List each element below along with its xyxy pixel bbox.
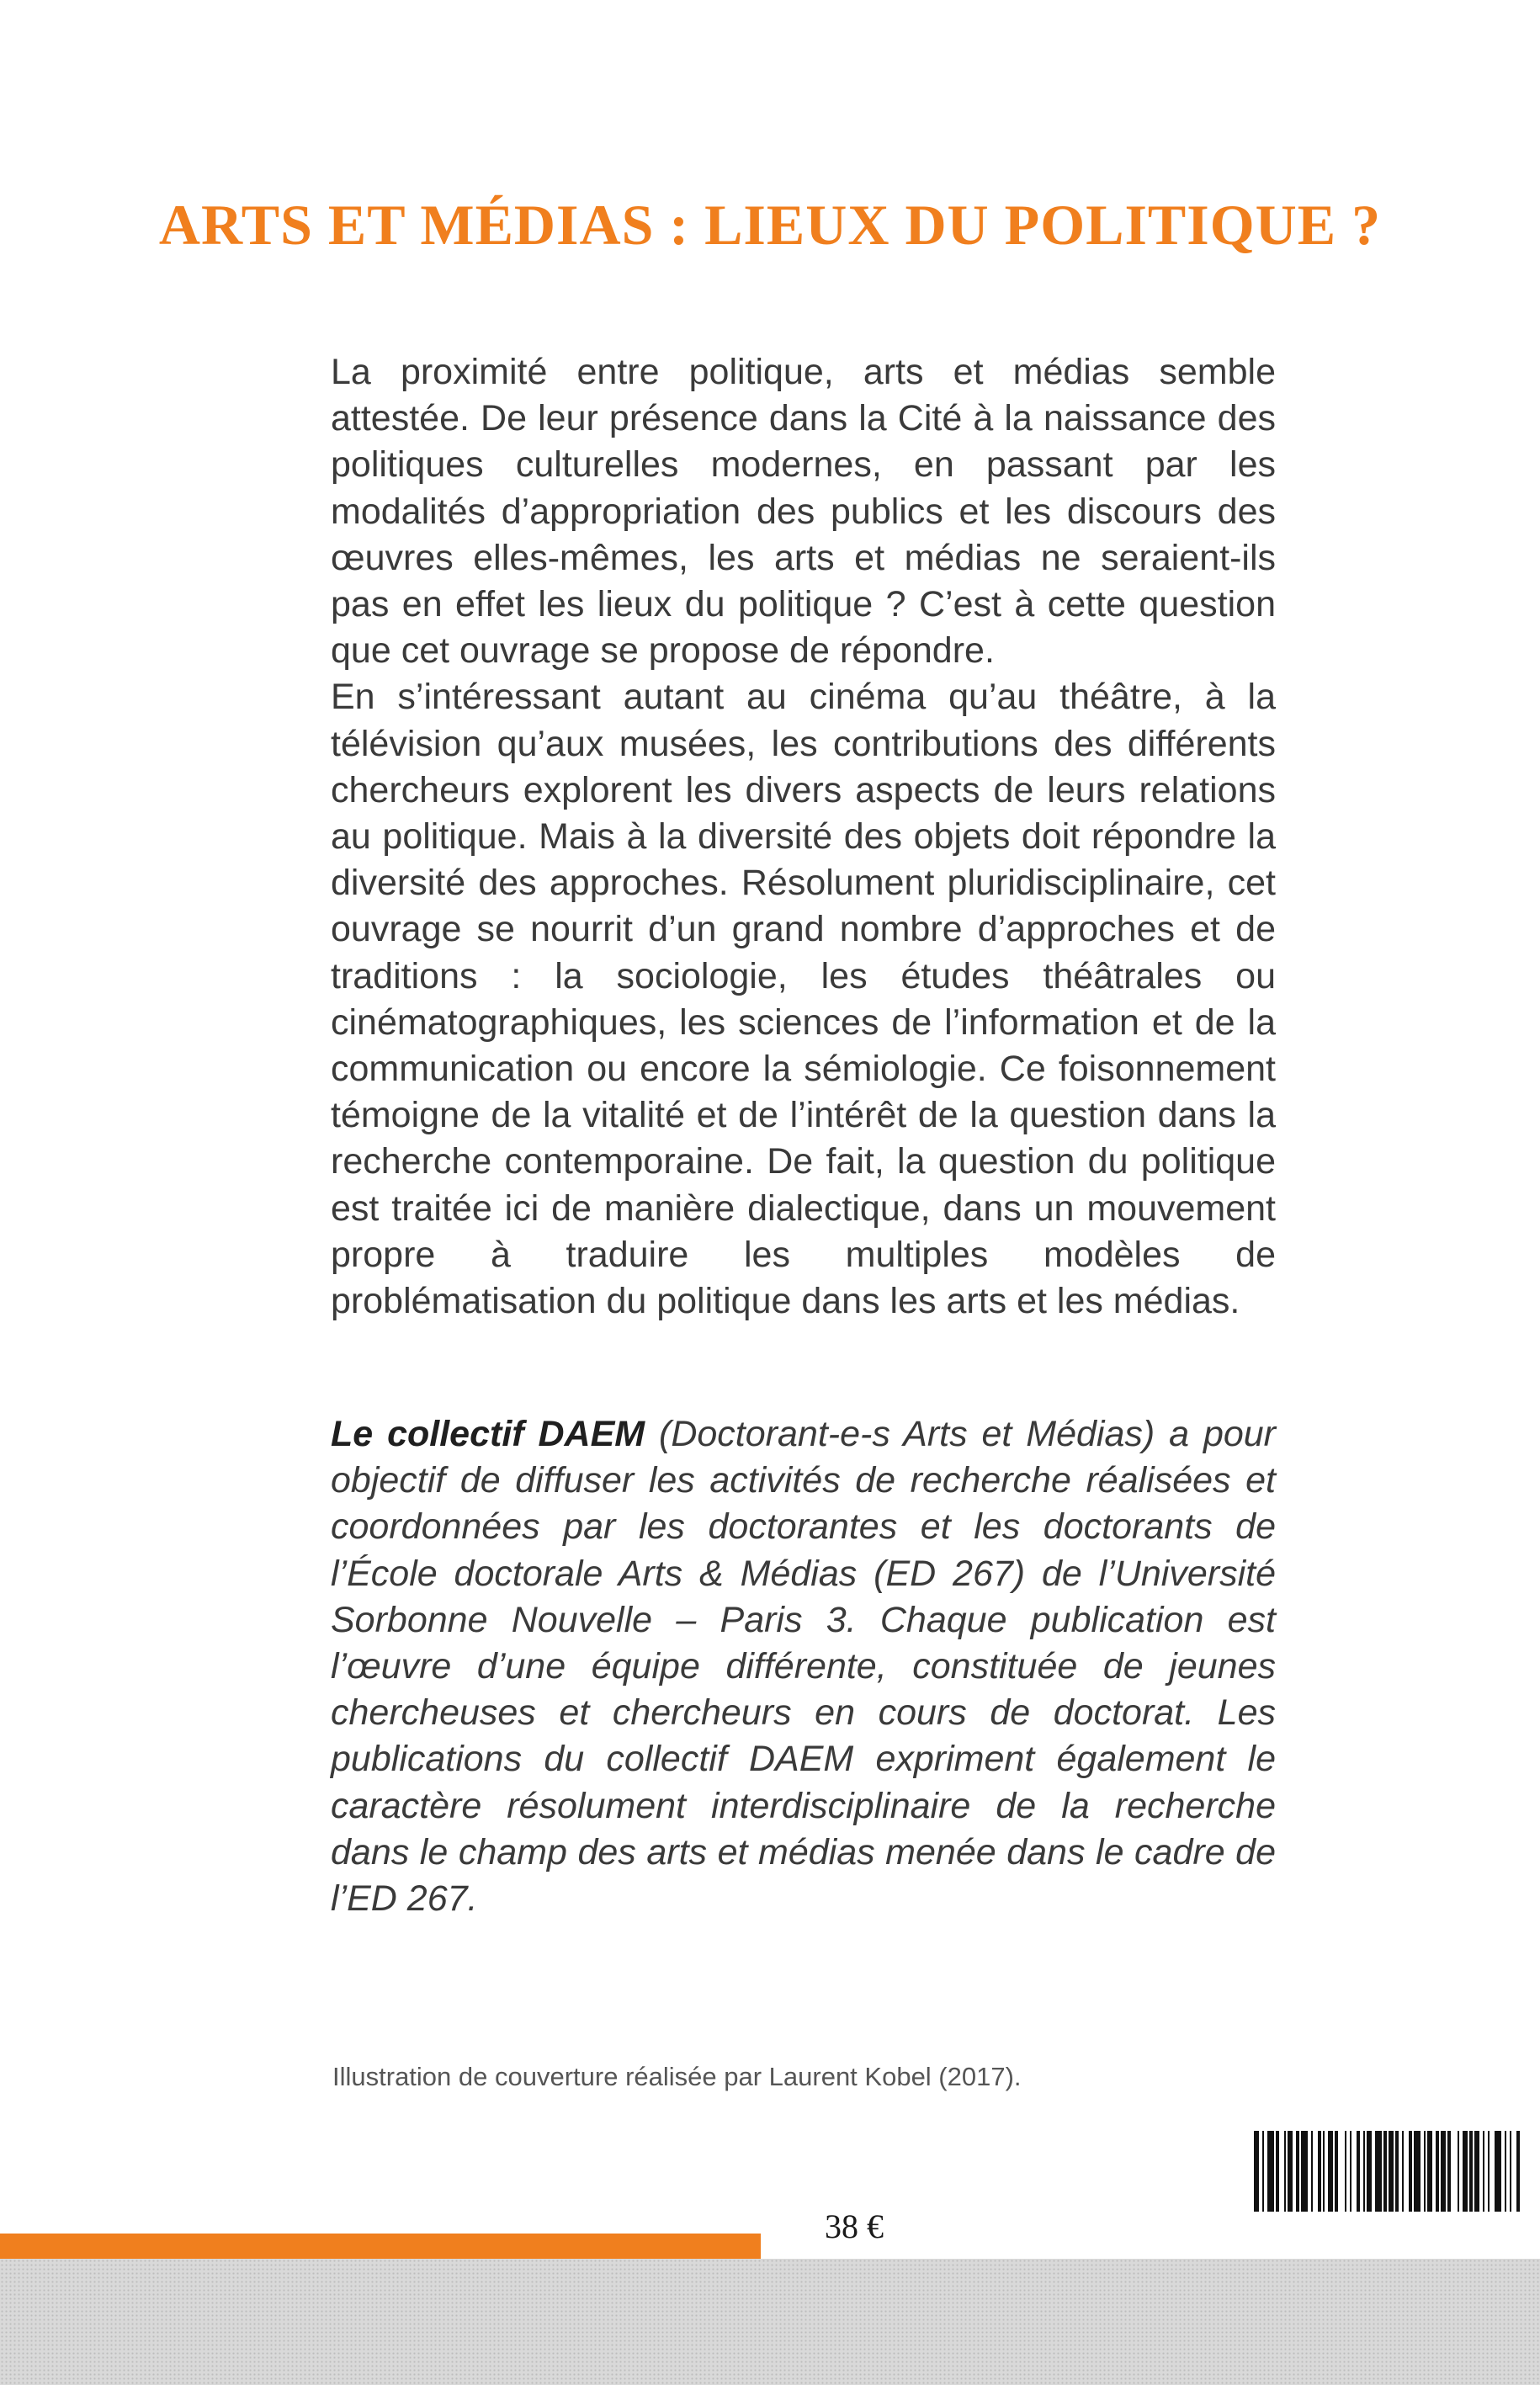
blurb-paragraph-2: En s’intéressant autant au cinéma qu’au théâtre, à la télévision qu’aux musées, les contributions des différents chercheurs explorent les divers aspects de leurs relations au politique. Mais à la diversité des objets doit répondre la diversité des approches. Résolument pluridisciplinaire, cet ouvrage se nourrit d’un grand nombre d’approches et de traditions : la sociologie, les études théâtrales ou cinématographiques, les sciences de l’information et de la communication ou encore la sémiologie. Ce foisonnement témoigne de la vitalité et de l’intérêt de la question dans la recherche contemporaine. De fait, la question du politique est traitée ici de manière dialectique, dans un mouvement propre à traduire les multiples modèles de problématisation du politique dans les arts et les médias. bbox=[331, 677, 1276, 1322]
barcode-gap bbox=[1451, 2131, 1458, 2212]
cover-credit: Illustration de couverture réalisée par Laurent Kobel (2017). bbox=[332, 2062, 1022, 2091]
book-title: ARTS ET MÉDIAS : LIEUX DU POLITIQUE ? bbox=[158, 193, 1382, 257]
barcode-gap bbox=[1520, 2131, 1521, 2212]
barcode bbox=[1254, 2131, 1540, 2212]
blurb bbox=[331, 349, 1276, 1325]
price: 38 € bbox=[825, 2207, 884, 2245]
barcode-bar bbox=[1414, 2131, 1421, 2212]
collective-description bbox=[331, 1411, 1276, 1922]
collective-text: (Doctorant-e-s Arts et Médias) a pour objectif de diffuser les activités de recherche réalisées et coordonnées par les doctorantes et les doctorants de l’École doctorale Arts & Médias (ED 267) de l’Université Sorbonne Nouvelle – Paris 3. Chaque publication est l’œuvre d’une équipe différente, constituée de jeunes chercheuses et chercheurs en cours de doctorat. Les publications du collectif DAEM expriment également le caractère résolument interdisciplinaire de la recherche dans le champ des arts et médias menée dans le cadre de l’ED 267. bbox=[331, 1414, 1277, 1920]
collective-lead: Le collectif DAEM bbox=[331, 1414, 645, 1454]
blurb-paragraph-1: La proximité entre politique, arts et médias semble attestée. De leur présence dans la Cité à la naissance des politiques culturelles modernes, en passant par les modalités d’appropriation des publics et les discours des œuvres elles-mêmes, les arts et médias ne seraient-ils pas en effet les lieux du politique ? C’est à cette question que cet ouvrage se propose de répondre. bbox=[331, 352, 1276, 672]
accent-band bbox=[0, 2234, 761, 2259]
bottom-band bbox=[0, 2259, 1540, 2385]
barcode-bar bbox=[1301, 2131, 1308, 2212]
barcode-bar bbox=[1267, 2131, 1274, 2212]
barcode-bar bbox=[1375, 2131, 1382, 2212]
barcode-gap bbox=[1338, 2131, 1345, 2212]
barcode-bar bbox=[1495, 2131, 1501, 2212]
